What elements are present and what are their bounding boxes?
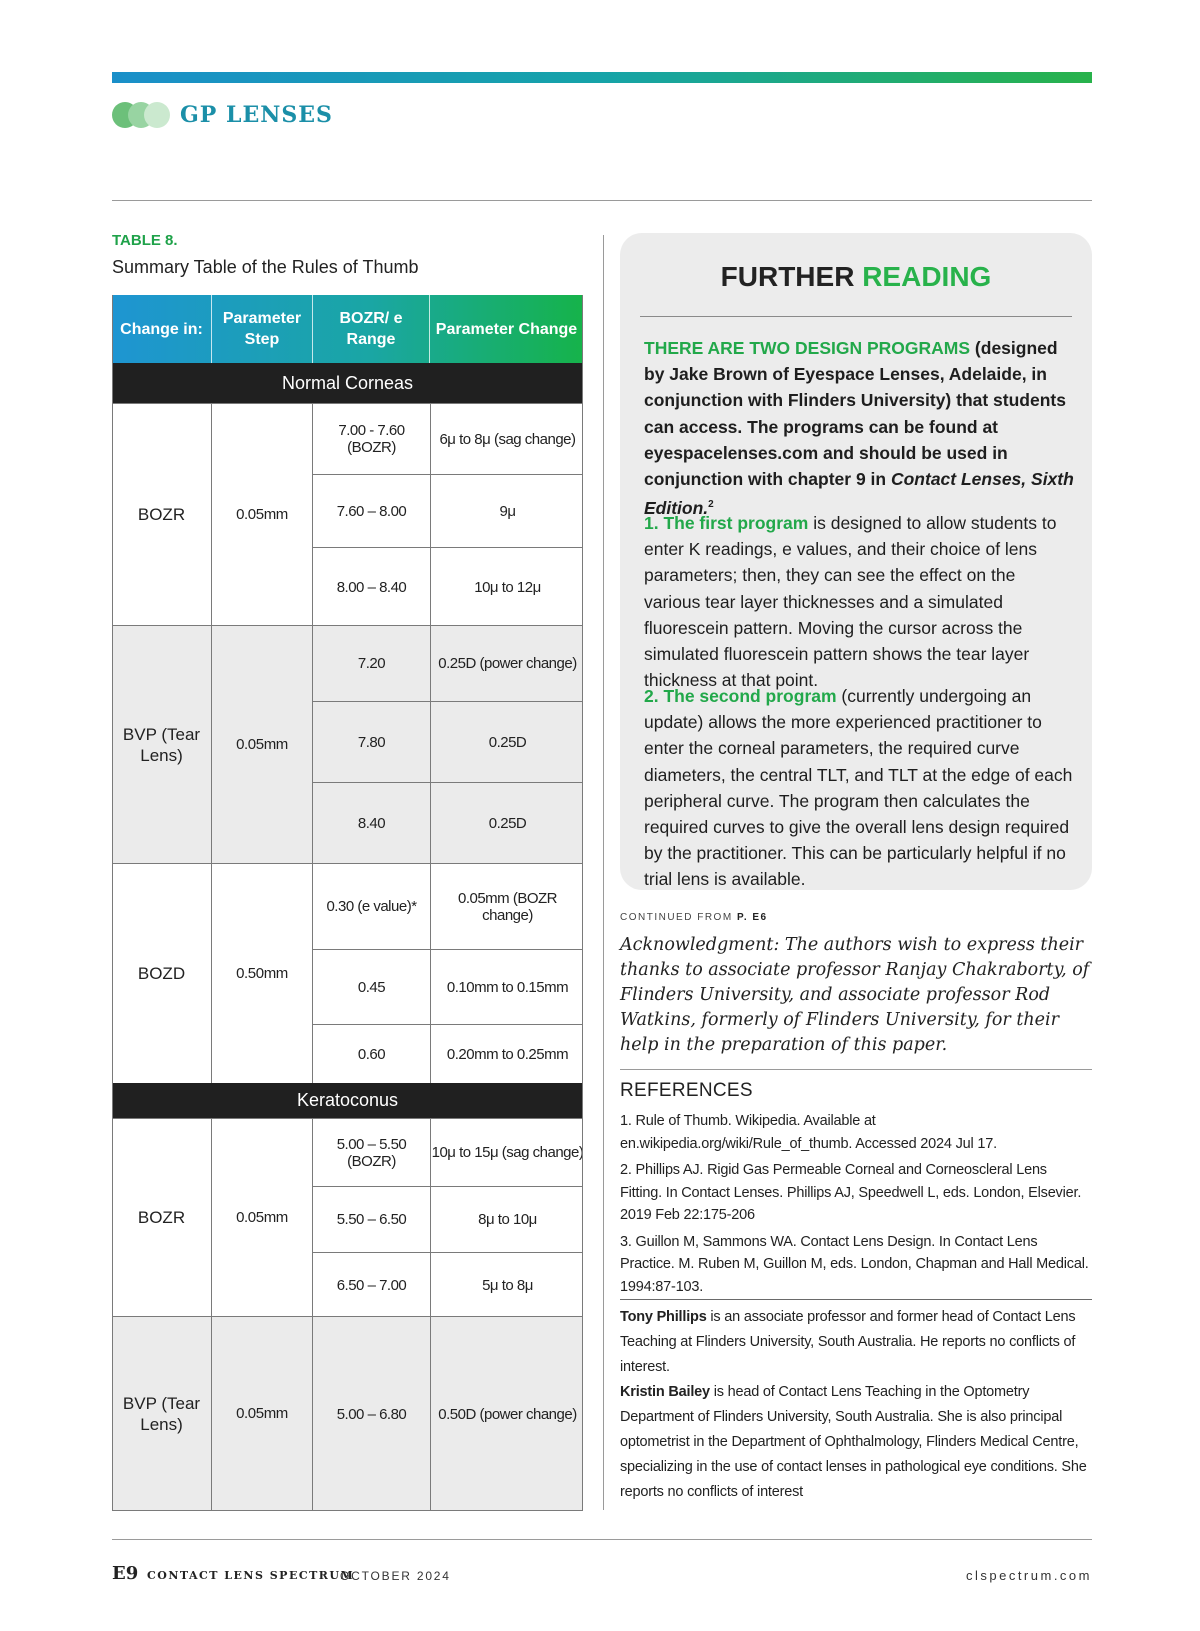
step-cell: 0.05mm: [211, 1317, 312, 1510]
table-row: [312, 701, 583, 782]
step-cell: 0.05mm: [211, 626, 312, 863]
range-cell: 7.20: [357, 655, 386, 672]
intro-lead: THERE ARE TWO DESIGN PROGRAMS: [644, 338, 971, 358]
header-range: BOZR/ e Range: [312, 295, 429, 363]
range-cell: 5.00 – 5.50 (BOZR): [336, 1135, 407, 1170]
intro-footnote: 2: [708, 499, 714, 511]
range-cell: 0.45: [357, 978, 386, 996]
range-cell: 7.60 – 8.00: [336, 502, 407, 520]
acknowledgment-rule: [620, 1069, 1092, 1070]
program-two-body: (currently undergoing an update) allows the more experienced practitioner to enter the corneal parameters, the required curve diameters, the central TLT, and TLT at the edge of each peripheral curve. The program then calculates the required curves to give the overall lens design required by the practitioner. This can be particularly helpful if no trial lens is available.: [644, 686, 1073, 890]
bio-tony: [620, 1305, 1092, 1380]
footer-rule: [112, 1539, 1092, 1540]
range-cell: 8.00 – 8.40: [336, 578, 407, 596]
top-rule: [112, 200, 1092, 201]
table-group-normal-bvp: [112, 625, 583, 863]
references-title: REFERENCES: [620, 1080, 753, 1101]
step-cell: 0.05mm: [211, 404, 312, 625]
header-change-in: Change in:: [120, 320, 203, 338]
change-cell: 8μ to 10μ: [430, 1187, 584, 1252]
change-cell: 5μ to 8μ: [430, 1253, 584, 1317]
change-cell: 0.10mm to 0.15mm: [430, 950, 584, 1024]
table-row: [312, 1186, 583, 1252]
step-cell: 0.05mm: [211, 1119, 312, 1316]
change-cell: 0.50D (power change): [430, 1317, 584, 1511]
range-cell: 7.80: [357, 733, 386, 751]
param-cell: BOZR: [137, 1208, 186, 1227]
continued-label: CONTINUED FROM: [620, 912, 733, 923]
table-row: [312, 1317, 583, 1511]
param-cell: BOZD: [137, 964, 186, 983]
issue-date: OCTOBER 2024: [340, 1569, 451, 1583]
section-label: GP LENSES: [180, 102, 333, 128]
range-cell: 0.60: [357, 1046, 386, 1063]
page-number: E9: [112, 1563, 139, 1584]
category-normal: Normal Corneas: [112, 363, 583, 403]
table-row: [312, 547, 583, 626]
step-cell: 0.50mm: [211, 864, 312, 1083]
table-group-normal-bozr: [112, 403, 583, 625]
author-name: Tony Phillips: [620, 1309, 707, 1325]
rules-of-thumb-table: [112, 295, 583, 1511]
continued-from: [620, 912, 768, 923]
section-tag: [112, 100, 333, 130]
change-cell: 10μ to 12μ: [430, 548, 584, 626]
param-cell: BVP (Tear Lens): [122, 724, 201, 765]
range-cell: 8.40: [357, 815, 386, 832]
bio-kristin: [620, 1380, 1092, 1505]
table-group-kera-bvp: [112, 1316, 583, 1511]
param-cell: BVP (Tear Lens): [122, 1393, 201, 1434]
header-step: Parameter Step: [211, 295, 312, 363]
table-label: TABLE 8.: [112, 232, 178, 249]
table-group-kera-bozr: [112, 1118, 583, 1316]
table-row: [312, 404, 583, 474]
continued-page: P. E6: [736, 912, 768, 923]
program-one-lead: 1. The first program: [644, 513, 809, 533]
further-reading-title: [620, 261, 1092, 293]
table-row: [312, 864, 583, 949]
references-list: [620, 1110, 1092, 1302]
param-cell: BOZR: [137, 505, 186, 524]
table-row: [312, 949, 583, 1024]
intro-body: (designed by Jake Brown of Eyespace Lenses, Adelaide, in conjunction with Flinders University) that students can access. The programs can be found at eyespacelenses.com and should be used in conjunction with chapter 9 in: [644, 338, 1066, 490]
range-cell: 6.50 – 7.00: [336, 1276, 407, 1294]
change-cell: 0.25D: [430, 783, 584, 864]
further-reading-rule: [640, 316, 1072, 317]
reference-item: 1. Rule of Thumb. Wikipedia. Available at en.wikipedia.org/wiki/Rule_of_thumb. Accessed 2024 Jul 17.: [620, 1113, 997, 1152]
table-row: [312, 474, 583, 547]
reference-item: 2. Phillips AJ. Rigid Gas Permeable Corneal and Corneoscleral Lens Fitting. In Contact Lenses. Phillips AJ, Speedwell L, eds. London, Elsevier. 2019 Feb 22:175-206: [620, 1162, 1082, 1223]
further-reading-intro: [644, 335, 1076, 521]
table-group-normal-bozd: [112, 863, 583, 1083]
reference-item: 3. Guillon M, Sammons WA. Contact Lens Design. In Contact Lens Practice. M. Ruben M, Guillon M, eds. London, Chapman and Hall Medical. 1994:87-103.: [620, 1233, 1089, 1295]
change-cell: 9μ: [430, 475, 584, 547]
table-row: [312, 782, 583, 864]
top-color-bar: [112, 72, 1092, 83]
title-accent: READING: [862, 261, 992, 292]
header-change: Parameter Change: [429, 295, 583, 363]
intro-book-title: Contact Lenses, Sixth Edition.: [644, 469, 1074, 519]
author-name: Kristin Bailey: [620, 1384, 710, 1400]
range-cell: 0.30 (e value)*: [326, 898, 417, 915]
section-dots-icon: [112, 102, 174, 128]
change-cell: 6μ to 8μ (sag change): [430, 404, 584, 474]
further-reading-box: [620, 233, 1092, 890]
category-keratoconus: Keratoconus: [112, 1083, 583, 1118]
table-row: [312, 1024, 583, 1084]
range-cell: 5.50 – 6.50: [336, 1211, 407, 1228]
change-cell: 0.25D (power change): [430, 626, 584, 701]
publication-name: CONTACT LENS SPECTRUM: [147, 1569, 355, 1582]
site-url: clspectrum.com: [965, 1568, 1092, 1583]
range-cell: 7.00 - 7.60 (BOZR): [338, 422, 405, 456]
acknowledgment: Acknowledgment: The authors wish to express their thanks to associate professor Ranjay Chakraborty, of Flinders University, and associate professor Rod Watkins, formerly of Flinders University, for their help in the preparation of this paper.: [620, 935, 1090, 1055]
table-row: [312, 626, 583, 701]
table-header-row: [112, 295, 583, 363]
author-bios: [620, 1305, 1092, 1505]
table-row: [312, 1252, 583, 1317]
author-bio-text: is an associate professor and former head of Contact Lens Teaching at Flinders University, South Australia. He reports no conflicts of interest.: [620, 1309, 1076, 1375]
table-caption: Summary Table of the Rules of Thumb: [112, 257, 419, 277]
program-two-paragraph: [644, 683, 1076, 893]
column-divider: [603, 235, 604, 1510]
range-cell: 5.00 – 6.80: [336, 1405, 407, 1423]
bio-rule: [620, 1299, 1092, 1300]
change-cell: 0.05mm (BOZR change): [430, 864, 584, 949]
change-cell: 10μ to 15μ (sag change): [430, 1119, 584, 1186]
author-bio-text: is head of Contact Lens Teaching in the Optometry Department of Flinders University, South Australia. She is also principal optometrist in the Department of Ophthalmology, Flinders Medical Centre, specializing in the use of contact lenses in pathological eye conditions. She reports no conflicts of interest: [620, 1384, 1087, 1500]
table-row: [312, 1119, 583, 1186]
change-cell: 0.25D: [430, 702, 584, 782]
program-one-body: is designed to allow students to enter K readings, e values, and their choice of lens parameters; then, they can see the effect on the various tear layer thicknesses and a simulated fluorescein pattern. Moving the cursor across the simulated fluorescein pattern shows the tear layer thickness at that point.: [644, 513, 1057, 691]
program-two-lead: 2. The second program: [644, 686, 837, 706]
change-cell: 0.20mm to 0.25mm: [430, 1025, 584, 1084]
title-part: FURTHER: [720, 261, 855, 292]
program-one-paragraph: [644, 510, 1076, 693]
